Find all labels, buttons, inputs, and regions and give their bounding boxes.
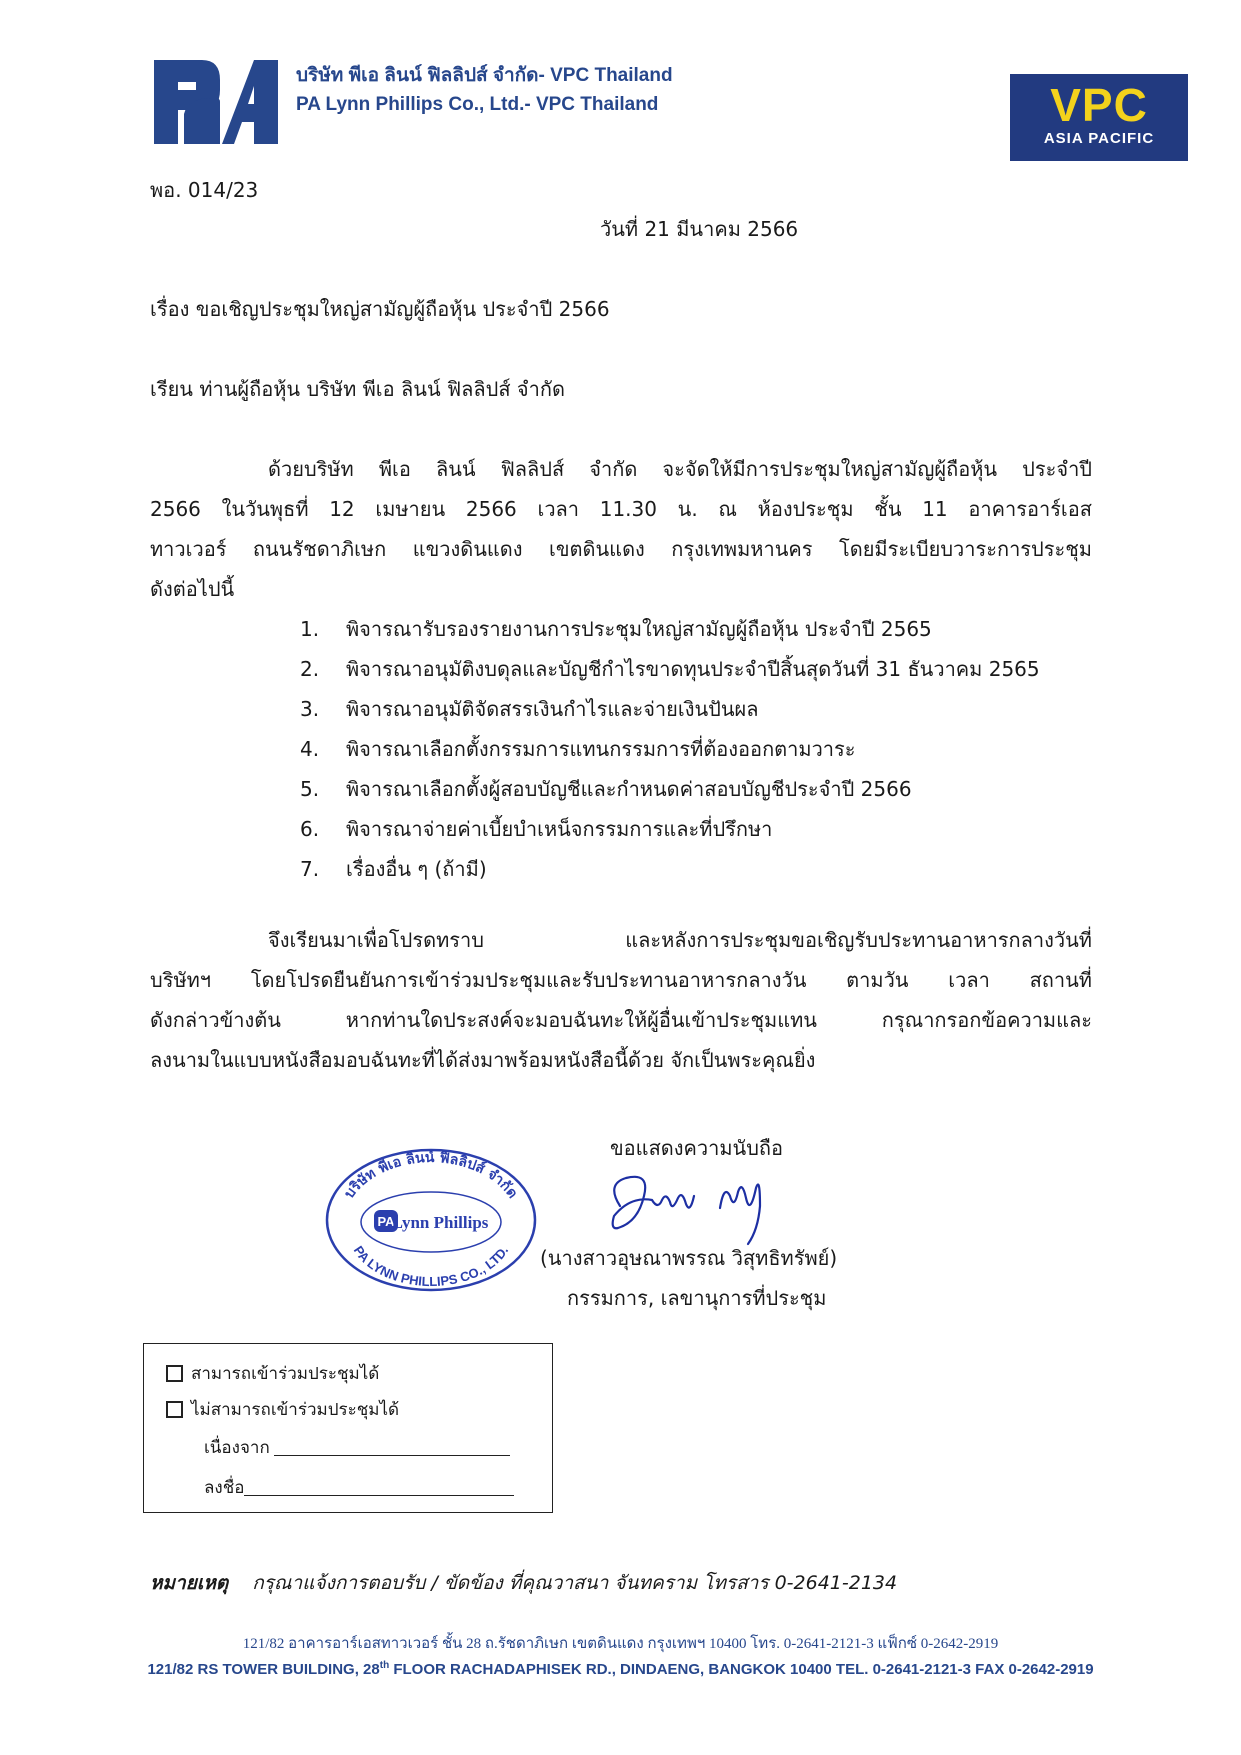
- letter-date: วันที่ 21 มีนาคม 2566: [600, 217, 799, 241]
- svg-text:PA LYNN PHILLIPS CO., LTD.: PA LYNN PHILLIPS CO., LTD.: [350, 1243, 512, 1290]
- note-label: หมายเหตุ: [150, 1572, 229, 1594]
- agenda-item: [300, 609, 1040, 649]
- reply-note: [150, 1568, 897, 1598]
- reason-label: เนื่องจาก: [204, 1438, 270, 1458]
- agenda-number: 4.: [300, 737, 320, 761]
- agenda-text: พิจารณาเลือกตั้งกรรมการแทนกรรมการที่ต้องออกตามวาระ: [346, 737, 856, 761]
- sign-field: [204, 1474, 514, 1501]
- cannot-attend-option[interactable]: [166, 1396, 399, 1423]
- reason-input-line[interactable]: [274, 1439, 510, 1456]
- reason-field: [204, 1434, 510, 1461]
- agenda-number: 6.: [300, 817, 320, 841]
- letter-salutation: เรียน ท่านผู้ถือหุ้น บริษัท พีเอ ลินน์ ฟิลลิปส์ จำกัด: [150, 377, 565, 401]
- company-name-english: PA Lynn Phillips Co., Ltd.- VPC Thailand: [296, 94, 659, 115]
- reply-form-box: [143, 1343, 553, 1513]
- paragraph-line: บริษัทฯ โดยโปรดยืนยันการเข้าร่วมประชุมและรับประทานอาหารกลางวัน ตามวัน เวลา สถานที่: [150, 968, 1092, 992]
- agenda-item: [300, 729, 1040, 769]
- can-attend-option[interactable]: [166, 1360, 379, 1387]
- agenda-text: พิจารณาจ่ายค่าเบี้ยบำเหน็จกรรมการและที่ปรึกษา: [346, 817, 773, 841]
- agenda-item: [300, 689, 1040, 729]
- agenda-number: 5.: [300, 777, 320, 801]
- agenda-number: 3.: [300, 697, 320, 721]
- svg-text:บริษัท พีเอ ลินน์ ฟิลลิปส์ จำก: บริษัท พีเอ ลินน์ ฟิลลิปส์ จำกัด: [341, 1149, 521, 1202]
- complimentary-closing: ขอแสดงความนับถือ: [610, 1136, 784, 1160]
- vpc-logo-text: VPC: [1050, 79, 1148, 131]
- signer-name: (นางสาวอุษณาพรรณ วิสุทธิทรัพย์): [540, 1246, 838, 1270]
- handwritten-signature: [600, 1166, 800, 1246]
- agenda-number: 1.: [300, 617, 320, 641]
- agenda-text: พิจารณารับรองรายงานการประชุมใหญ่สามัญผู้ถือหุ้น ประจำปี 2565: [346, 617, 932, 641]
- closing-paragraph: [150, 920, 1092, 1080]
- footer-address-english: [0, 1660, 1241, 1678]
- footer-address-en-superscript: th: [379, 1660, 390, 1671]
- vpc-asia-pacific-logo: [1010, 74, 1188, 161]
- paragraph-line: 2566 ในวันพุธที่ 12 เมษายน 2566 เวลา 11.30 น. ณ ห้องประชุม ชั้น 11 อาคารอาร์เอส: [150, 497, 1092, 521]
- company-name-thai: บริษัท พีเอ ลินน์ ฟิลลิปส์ จำกัด- VPC Thailand: [296, 65, 673, 86]
- vpc-logo-subtitle: ASIA PACIFIC: [1043, 130, 1155, 147]
- svg-text:Lynn Phillips: Lynn Phillips: [391, 1213, 489, 1232]
- company-seal-stamp: [322, 1142, 540, 1292]
- footer-address-en-part: 121/82 RS TOWER BUILDING, 28: [147, 1661, 380, 1678]
- paragraph-line: ดังกล่าวข้างต้น หากท่านใดประสงค์จะมอบฉันทะให้ผู้อื่นเข้าประชุมแทน กรุณากรอกข้อความและ: [150, 1008, 1092, 1032]
- agenda-item: [300, 649, 1040, 689]
- agenda-text: พิจารณาอนุมัติจัดสรรเงินกำไรและจ่ายเงินปันผล: [346, 697, 759, 721]
- agenda-text: พิจารณาอนุมัติงบดุลและบัญชีกำไรขาดทุนประจำปีสิ้นสุดวันที่ 31 ธันวาคม 2565: [346, 657, 1040, 681]
- cannot-attend-checkbox[interactable]: [166, 1401, 183, 1418]
- cannot-attend-label: ไม่สามารถเข้าร่วมประชุมได้: [191, 1400, 400, 1420]
- agenda-item: [300, 849, 1040, 889]
- agenda-item: [300, 769, 1040, 809]
- paragraph-line: ด้วยบริษัท พีเอ ลินน์ ฟิลลิปส์ จำกัด จะจัดให้มีการประชุมใหญ่สามัญผู้ถือหุ้น ประจำปี: [268, 457, 1092, 481]
- footer-address-thai: 121/82 อาคารอาร์เอสทาวเวอร์ ชั้น 28 ถ.รัชดาภิเษก เขตดินแดง กรุงเทพฯ 10400 โทร. 0-2641-2121-3 แฟ็กซ์ 0-2642-2919: [242, 1636, 999, 1652]
- paragraph-line: จึงเรียนมาเพื่อโปรดทราบ และหลังการประชุมขอเชิญรับประทานอาหารกลางวันที่: [268, 928, 1092, 952]
- reference-number: พอ. 014/23: [150, 178, 259, 202]
- paragraph-line: ลงนามในแบบหนังสือมอบฉันทะที่ได้ส่งมาพร้อมหนังสือนี้ด้วย จักเป็นพระคุณยิ่ง: [150, 1048, 816, 1072]
- note-text: กรุณาแจ้งการตอบรับ / ขัดข้อง ที่คุณวาสนา จันทคราม โทรสาร 0-2641-2134: [252, 1572, 898, 1594]
- sign-input-line[interactable]: [244, 1479, 514, 1496]
- agenda-text: พิจารณาเลือกตั้งผู้สอบบัญชีและกำหนดค่าสอบบัญชีประจำปี 2566: [346, 777, 912, 801]
- can-attend-checkbox[interactable]: [166, 1365, 183, 1382]
- sign-label: ลงชื่อ: [204, 1478, 245, 1498]
- svg-text:PA: PA: [377, 1214, 395, 1229]
- footer-address-en-part: FLOOR RACHADAPHISEK RD., DINDAENG, BANGKOK 10400 TEL. 0-2641-2121-3 FAX 0-2642-2919: [389, 1661, 1094, 1678]
- can-attend-label: สามารถเข้าร่วมประชุมได้: [191, 1364, 380, 1384]
- paragraph-line: ดังต่อไปนี้: [150, 577, 235, 601]
- agenda-item: [300, 809, 1040, 849]
- pa-company-logo: [150, 52, 280, 152]
- agenda-list: [300, 609, 1040, 889]
- paragraph-line: ทาวเวอร์ ถนนรัชดาภิเษก แขวงดินแดง เขตดินแดง กรุงเทพมหานคร โดยมีระเบียบวาระการประชุม: [150, 537, 1092, 561]
- signer-position: กรรมการ, เลขานุการที่ประชุม: [567, 1286, 827, 1310]
- agenda-number: 2.: [300, 657, 320, 681]
- letter-subject: เรื่อง ขอเชิญประชุมใหญ่สามัญผู้ถือหุ้น ประจำปี 2566: [150, 297, 610, 321]
- agenda-text: เรื่องอื่น ๆ (ถ้ามี): [346, 857, 487, 881]
- intro-paragraph: [150, 449, 1092, 609]
- agenda-number: 7.: [300, 857, 320, 881]
